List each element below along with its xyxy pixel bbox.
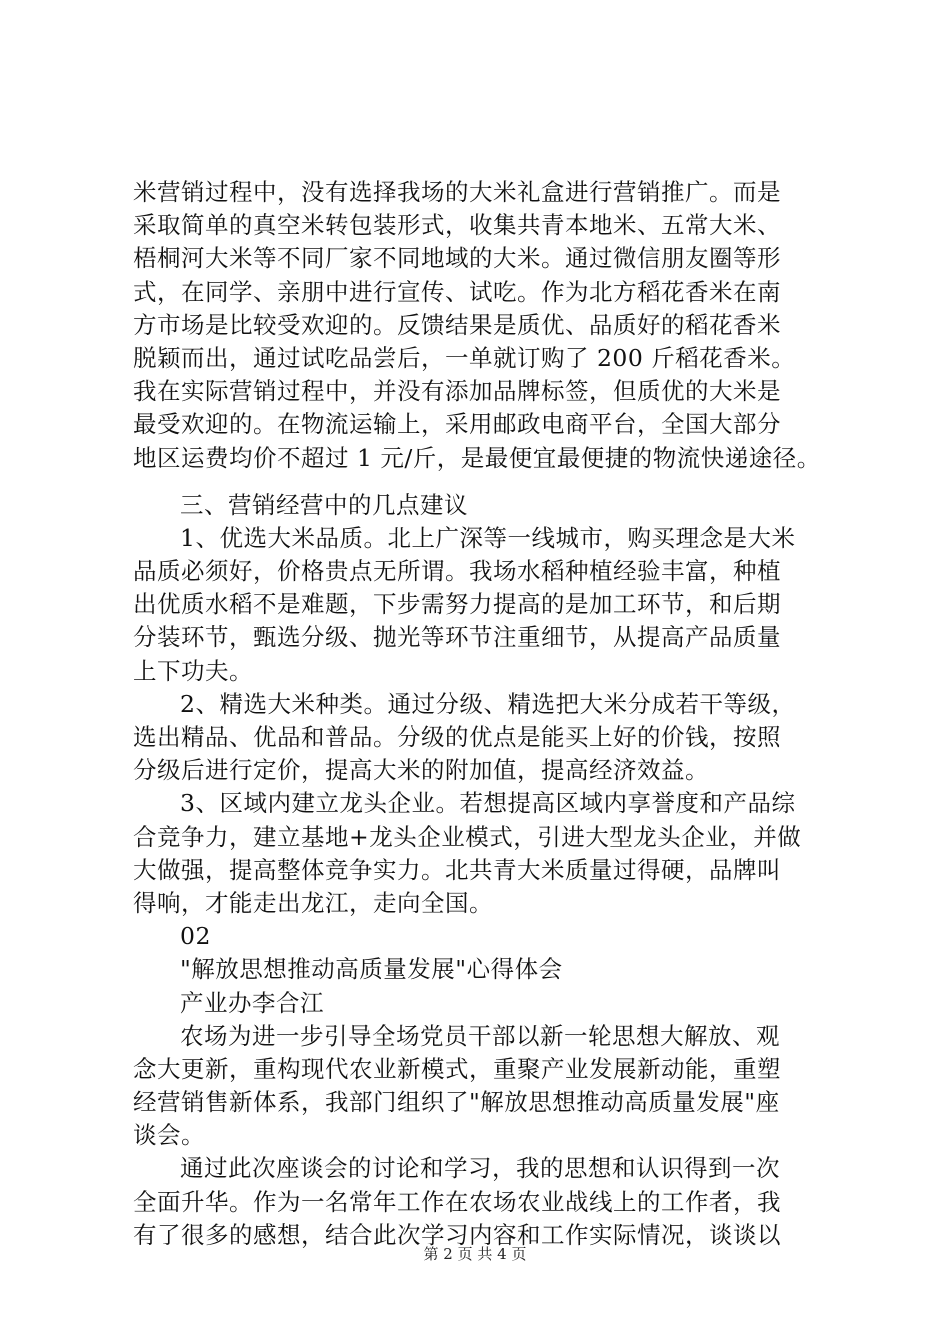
paragraph-line: 全面升华。作为一名常年工作在农场农业战线上的工作者，我 xyxy=(133,1187,781,1216)
list-item-1-line: 上下功夫。 xyxy=(133,656,253,685)
list-item-2-line: 2、精选大米种类。通过分级、精选把大米分成若干等级， xyxy=(180,689,796,718)
body-line: 采取简单的真空米转包装形式，收集共青本地米、五常大米、 xyxy=(133,211,781,240)
section-heading: 三、营销经营中的几点建议 xyxy=(180,490,468,519)
paragraph-line: 农场为进一步引导全场党员干部以新一轮思想大解放、观 xyxy=(180,1021,780,1050)
paragraph-line: 通过此次座谈会的讨论和学习，我的思想和认识得到一次 xyxy=(180,1154,780,1183)
body-line: 地区运费均价不超过 1 元/斤，是最便宜最便捷的物流快递途径。 xyxy=(133,443,821,472)
body-line: 我在实际营销过程中，并没有添加品牌标签，但质优的大米是 xyxy=(133,377,781,406)
list-item-3-line: 3、区域内建立龙头企业。若想提高区域内享誉度和产品综 xyxy=(180,789,796,818)
list-item-1-line: 分装环节，甄选分级、抛光等环节注重细节，从提高产品质量 xyxy=(133,623,781,652)
list-item-1-line: 出优质水稻不是难题，下步需努力提高的是加工环节，和后期 xyxy=(133,590,781,619)
body-line: 方市场是比较受欢迎的。反馈结果是质优、品质好的稻花香米 xyxy=(133,310,781,339)
body-line: 梧桐河大米等不同厂家不同地域的大米。通过微信朋友圈等形 xyxy=(133,244,781,273)
list-item-2-line: 分级后进行定价，提高大米的附加值，提高经济效益。 xyxy=(133,756,709,785)
body-line: 式，在同学、亲朋中进行宣传、试吃。作为北方稻花香米在南 xyxy=(133,277,781,306)
list-item-3-line: 合竞争力，建立基地+龙头企业模式，引进大型龙头企业，并做 xyxy=(133,822,802,851)
article-author: 产业办李合江 xyxy=(180,988,324,1017)
list-item-3-line: 大做强，提高整体竞争实力。北共青大米质量过得硬，品牌叫 xyxy=(133,855,781,884)
paragraph-line: 谈会。 xyxy=(133,1121,205,1150)
list-item-2-line: 选出精品、优品和普品。分级的优点是能买上好的价钱，按照 xyxy=(133,723,781,751)
paragraph-line: 念大更新，重构现代农业新模式，重聚产业发展新动能，重塑 xyxy=(133,1054,781,1083)
list-item-1-line: 品质必须好，价格贵点无所谓。我场水稻种植经验丰富，种植 xyxy=(133,557,781,586)
body-line: 米营销过程中，没有选择我场的大米礼盒进行营销推广。而是 xyxy=(133,178,781,206)
paragraph-line: 有了很多的感想，结合此次学习内容和工作实际情况，谈谈以 xyxy=(133,1220,781,1249)
document-body xyxy=(133,176,833,1252)
article-title: "解放思想推动高质量发展"心得体会 xyxy=(180,955,563,984)
paragraph-line: 经营销售新体系，我部门组织了"解放思想推动高质量发展"座 xyxy=(133,1088,780,1117)
page-footer: 第 2 页 共 4 页 xyxy=(423,1245,527,1263)
list-item-1-line: 1、优选大米品质。北上广深等一线城市，购买理念是大米 xyxy=(180,523,796,552)
body-line: 脱颖而出，通过试吃品尝后，一单就订购了 200 斤稻花香米。 xyxy=(133,343,796,372)
list-item-3-line: 得响，才能走出龙江，走向全国。 xyxy=(133,888,493,917)
body-line: 最受欢迎的。在物流运输上，采用邮政电商平台，全国大部分 xyxy=(133,410,781,439)
section-number: 02 xyxy=(180,922,211,951)
